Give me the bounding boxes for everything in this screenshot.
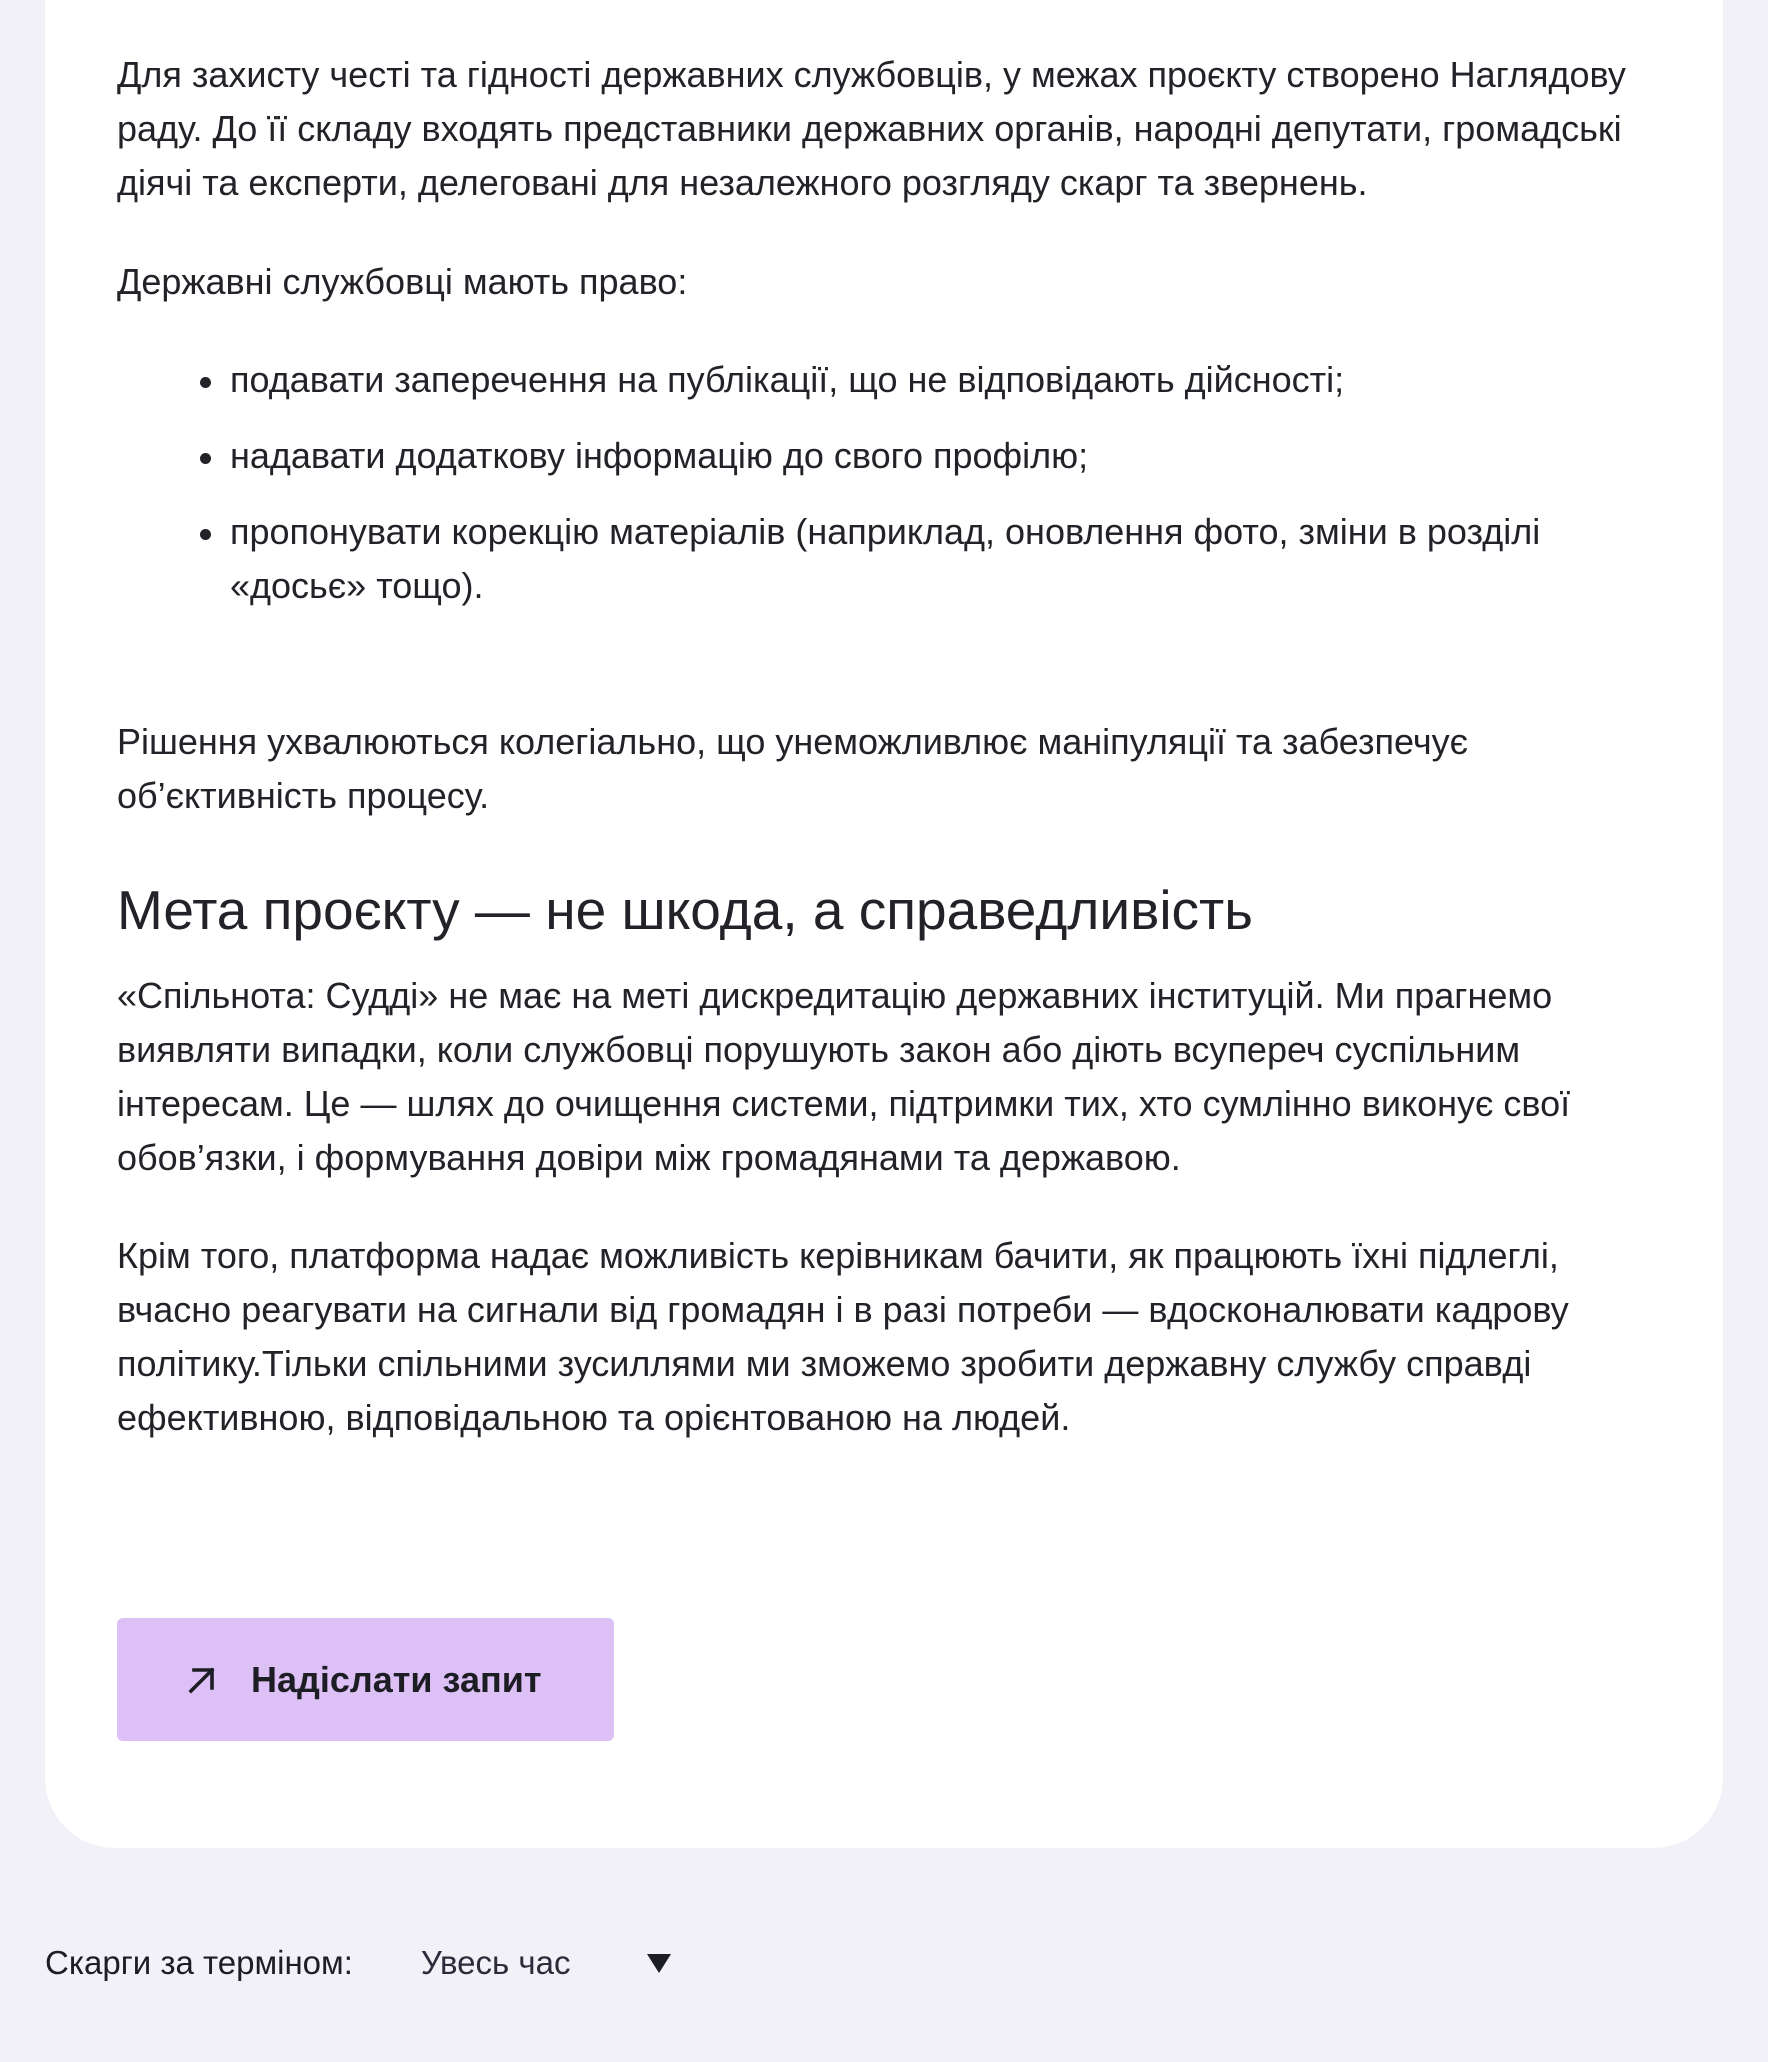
filter-label: Скарги за терміном: xyxy=(45,1944,353,1981)
period-select-value: Увесь час xyxy=(420,1944,571,1981)
rights-list xyxy=(117,353,1657,613)
article-content xyxy=(117,48,1657,1445)
paragraph-rights-intro: Державні службовці мають право: xyxy=(117,261,688,302)
complaints-period-filter xyxy=(45,1938,672,1988)
send-request-label: Надіслати запит xyxy=(251,1658,542,1700)
send-request-button[interactable] xyxy=(117,1618,614,1741)
section-heading: Мета проєкту — не шкода, а справедливість xyxy=(117,879,1253,941)
paragraph-goal: «Спільнота: Судді» не має на меті дискредитацію державних інституцій. Ми прагнемо виявляти випадки, коли службовці порушують закон або діють всупереч суспільним інтересам. Це — шлях до очищення системи, підтримки тих, хто сумлінно виконує свої обов’язки, і формування довіри між громадянами та державою. xyxy=(117,975,1571,1178)
list-item: надавати додаткову інформацію до свого профілю; xyxy=(230,429,1657,483)
list-item: подавати заперечення на публікації, що не відповідають дійсності; xyxy=(230,353,1657,407)
caret-down-icon xyxy=(646,1952,672,1974)
period-select[interactable] xyxy=(421,1944,673,1982)
paragraph-decisions: Рішення ухвалюються колегіально, що унеможливлює маніпуляції та забезпечує об’єктивність процесу. xyxy=(117,721,1468,816)
list-item: пропонувати корекцію матеріалів (наприклад, оновлення фото, зміни в розділі «досьє» тощо). xyxy=(230,505,1657,613)
paragraph-supervisory-board: Для захисту честі та гідності державних службовців, у межах проєкту створено Наглядову раду. До її складу входять представники державних органів, народні депутати, громадські діячі та експерти, делеговані для незалежного розгляду скарг та звернень. xyxy=(117,54,1626,203)
arrow-up-right-icon xyxy=(185,1663,219,1697)
paragraph-platform: Крім того, платформа надає можливість керівникам бачити, як працюють їхні підлеглі, вчасно реагувати на сигнали від громадян і в разі потреби — вдосконалювати кадрову політику.Тільки спільними зусиллями ми зможемо зробити державну службу справді ефективною, відповідальною та орієнтованою на людей. xyxy=(117,1235,1569,1438)
